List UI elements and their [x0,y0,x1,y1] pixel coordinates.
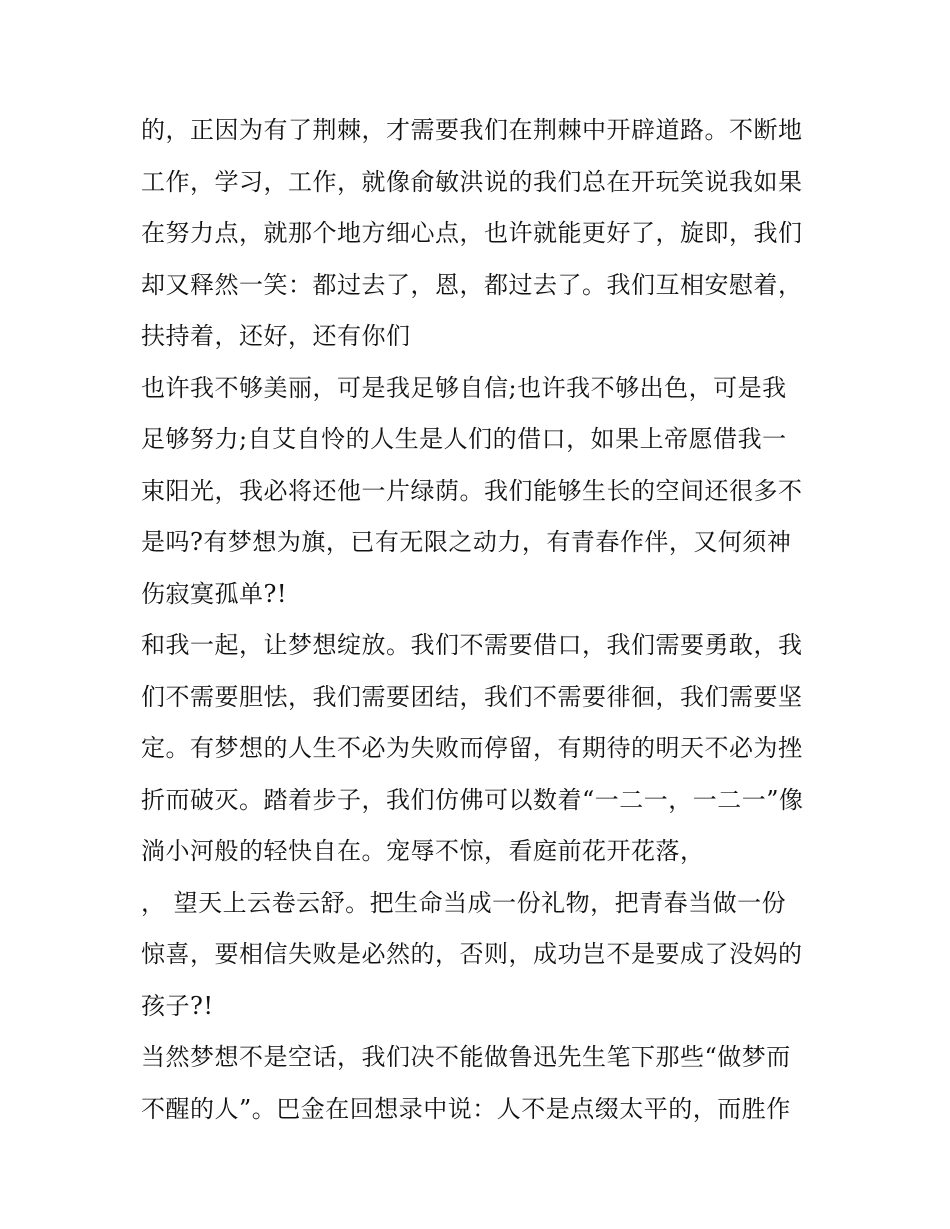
text-line: ， 望天上云卷云舒。把生命当成一份礼物，把青春当做一份 [141,888,787,917]
text-line: 折而破灭。踏着步子，我们仿佛可以数着“一二一，一二一”像 [141,785,804,814]
text-line: 的，正因为有了荆棘，才需要我们在荆棘中开辟道路。不断地 [141,116,803,144]
text-line: 不醒的人”。巴金在回想录中说：人不是点缀太平的，而胜作 [141,1094,791,1123]
text-line: 当然梦想不是空话，我们决不能做鲁迅先生笔下那些“做梦而 [141,1043,791,1071]
document-text [141,105,821,1135]
text-line: 是吗?有梦想为旗，已有无限之动力，有青春作伴，又何须神 [141,528,792,556]
text-line: 工作，学习，工作，就像俞敏洪说的我们总在开玩笑说我如果 [141,167,803,196]
text-line: 束阳光，我必将还他一片绿荫。我们能够生长的空间还很多不 [141,476,803,505]
text-line: 在努力点，就那个地方细心点，也许就能更好了，旋即，我们 [141,219,803,247]
text-line: 淌小河般的轻快自在。宠辱不惊，看庭前花开花落， [141,837,705,865]
text-line: 扶持着，还好，还有你们 [141,322,411,350]
text-line: 和我一起，让梦想绽放。我们不需要借口，我们需要勇敢，我 [141,631,803,659]
text-line: 足够努力;自艾自怜的人生是人们的借口，如果上帝愿借我一 [141,425,787,453]
text-line: 们不需要胆怯，我们需要团结，我们不需要徘徊，我们需要坚 [141,682,803,711]
text-line: 孩子?! [141,991,214,1020]
text-line: 也许我不够美丽，可是我足够自信;也许我不够出色，可是我 [141,373,787,402]
text-line: 惊喜，要相信失败是必然的，否则，成功岂不是要成了没妈的 [141,940,803,968]
text-line: 伤寂寞孤单?! [141,579,288,608]
text-line: 定。有梦想的人生不必为失败而停留，有期待的明天不必为挫 [141,734,803,762]
text-line: 却又释然一笑：都过去了，恩，都过去了。我们互相安慰着， [141,270,803,299]
